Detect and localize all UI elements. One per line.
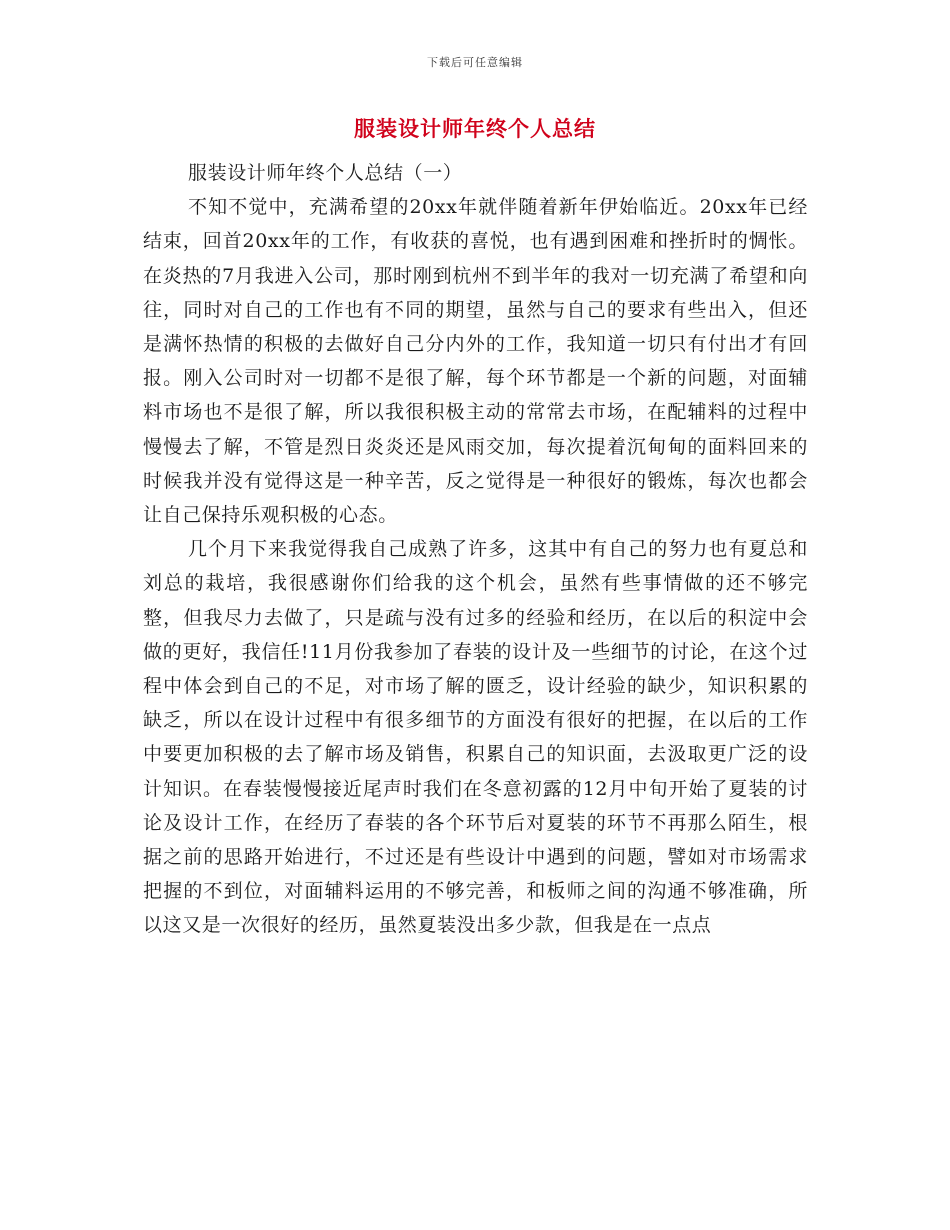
page-header-note: 下载后可任意编辑	[427, 56, 523, 69]
document-body	[143, 156, 808, 943]
paragraph-2: 几个月下来我觉得我自己成熟了许多，这其中有自己的努力也有夏总和刘总的栽培，我很感谢你们给我的这个机会，虽然有些事情做的还不够完整，但我尽力去做了，只是疏与没有过多的经验和经历，在以后的积淀中会做的更好，我信任!11月份我参加了春装的设计及一些细节的讨论，在这个过程中体会到自己的不足，对市场了解的匮乏，设计经验的缺少，知识积累的缺乏，所以在设计过程中有很多细节的方面没有很好的把握，在以后的工作中要更加积极的去了解市场及销售，积累自己的知识面，去汲取更广泛的设计知识。在春装慢慢接近尾声时我们在冬意初露的12月中旬开始了夏装的讨论及设计工作，在经历了春装的各个环节后对夏装的环节不再那么陌生，根据之前的思路开始进行，不过还是有些设计中遇到的问题，譬如对市场需求把握的不到位，对面辅料运用的不够完善，和板师之间的沟通不够准确，所以这又是一次很好的经历，虽然夏装没出多少款，但我是在一点点	[143, 538, 808, 937]
document-title: 服装设计师年终个人总结	[354, 116, 596, 141]
section-subheading: 服装设计师年终个人总结（一）	[188, 162, 463, 184]
paragraph-1: 不知不觉中，充满希望的20xx年就伴随着新年伊始临近。20xx年已经结束，回首20xx年的工作，有收获的喜悦，也有遇到困难和挫折时的惆怅。在炎热的7月我进入公司，那时刚到杭州不到半年的我对一切充满了希望和向往，同时对自己的工作也有不同的期望，虽然与自己的要求有些出入，但还是满怀热情的积极的去做好自己分内外的工作，我知道一切只有付出才有回报。刚入公司时对一切都不是很了解，每个环节都是一个新的问题，对面辅料市场也不是很了解，所以我很积极主动的常常去市场，在配辅料的过程中慢慢去了解，不管是烈日炎炎还是风雨交加，每次提着沉甸甸的面料回来的时候我并没有觉得这是一种辛苦，反之觉得是一种很好的锻炼，每次也都会让自己保持乐观积极的心态。	[143, 196, 808, 527]
